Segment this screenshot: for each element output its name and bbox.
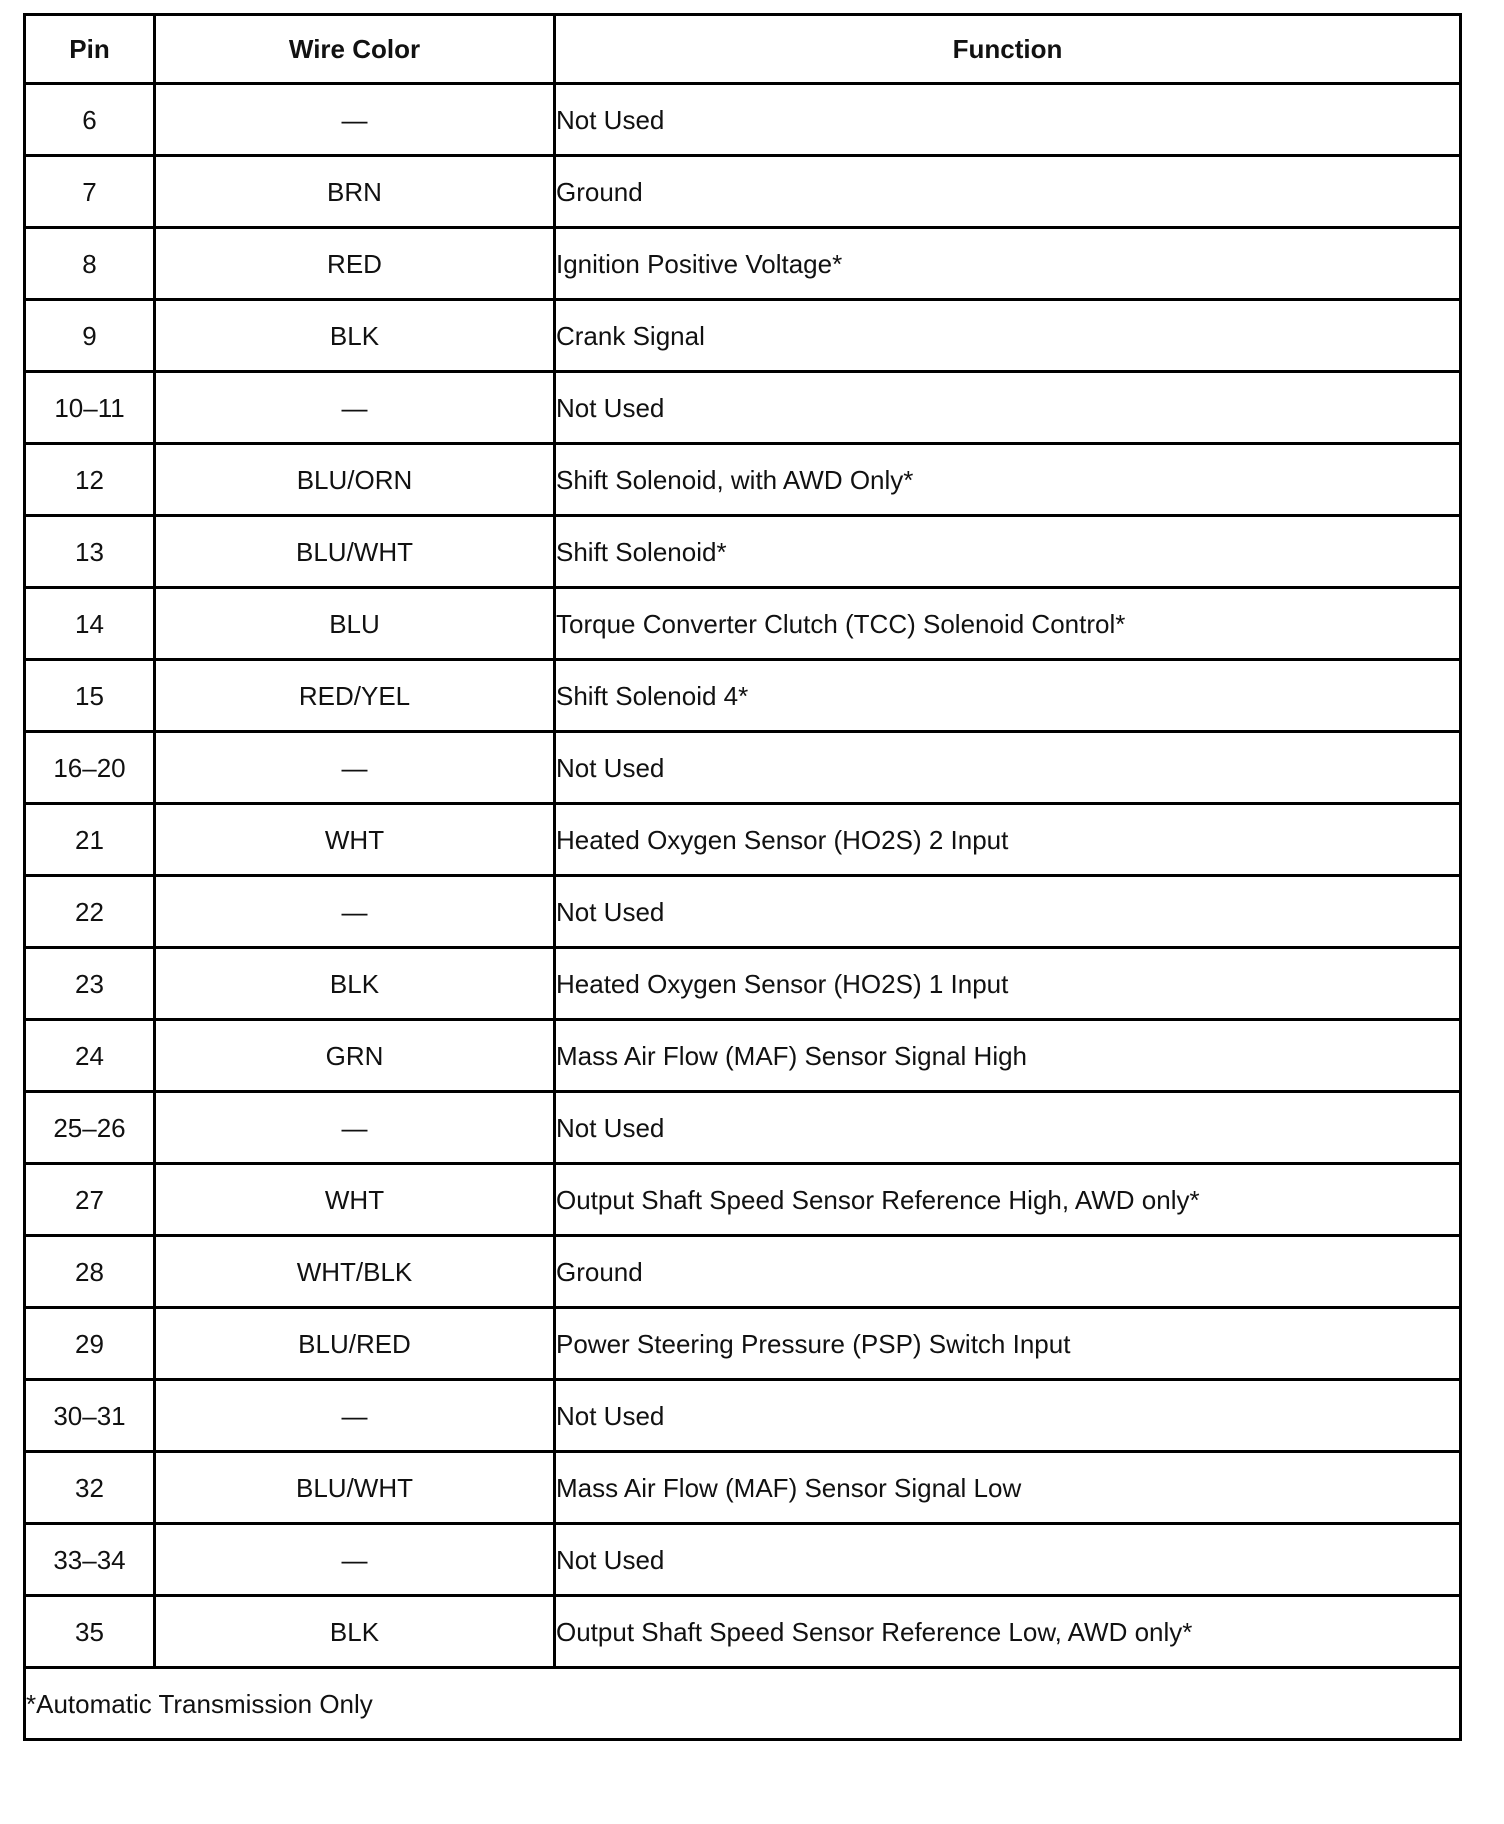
table-row: [25, 1236, 1461, 1308]
pin-cell: 10–11: [25, 372, 155, 444]
function-cell: Not Used: [555, 1092, 1461, 1164]
wire-color-cell: —: [155, 1092, 555, 1164]
wire-color-cell: BLU/WHT: [155, 1452, 555, 1524]
function-cell: Output Shaft Speed Sensor Reference High, AWD only*: [555, 1164, 1461, 1236]
pin-cell: 29: [25, 1308, 155, 1380]
pin-cell: 21: [25, 804, 155, 876]
function-cell: Not Used: [555, 1380, 1461, 1452]
wire-color-cell: —: [155, 1380, 555, 1452]
table-row: [25, 1020, 1461, 1092]
table-row: [25, 372, 1461, 444]
wire-color-cell: WHT: [155, 1164, 555, 1236]
wire-color-cell: WHT: [155, 804, 555, 876]
wire-color-cell: —: [155, 84, 555, 156]
function-cell: Heated Oxygen Sensor (HO2S) 1 Input: [555, 948, 1461, 1020]
header-wire-color: Wire Color: [155, 15, 555, 84]
function-cell: Not Used: [555, 1524, 1461, 1596]
table-row: [25, 588, 1461, 660]
table-row: [25, 84, 1461, 156]
pin-cell: 22: [25, 876, 155, 948]
pin-cell: 8: [25, 228, 155, 300]
pin-cell: 16–20: [25, 732, 155, 804]
pin-cell: 24: [25, 1020, 155, 1092]
table-row: [25, 1524, 1461, 1596]
function-cell: Not Used: [555, 732, 1461, 804]
function-cell: Mass Air Flow (MAF) Sensor Signal High: [555, 1020, 1461, 1092]
function-cell: Ground: [555, 156, 1461, 228]
function-cell: Not Used: [555, 84, 1461, 156]
wire-color-cell: BLU/RED: [155, 1308, 555, 1380]
pin-cell: 33–34: [25, 1524, 155, 1596]
function-cell: Shift Solenoid*: [555, 516, 1461, 588]
table-row: [25, 1164, 1461, 1236]
wire-color-cell: WHT/BLK: [155, 1236, 555, 1308]
function-cell: Not Used: [555, 372, 1461, 444]
header-pin: Pin: [25, 15, 155, 84]
pin-cell: 35: [25, 1596, 155, 1668]
table-row: [25, 732, 1461, 804]
function-cell: Ground: [555, 1236, 1461, 1308]
function-cell: Shift Solenoid 4*: [555, 660, 1461, 732]
function-cell: Ignition Positive Voltage*: [555, 228, 1461, 300]
wire-color-cell: BLK: [155, 1596, 555, 1668]
pin-cell: 25–26: [25, 1092, 155, 1164]
wire-color-cell: BLU: [155, 588, 555, 660]
footnote: *Automatic Transmission Only: [25, 1668, 1461, 1740]
table-row: [25, 1596, 1461, 1668]
header-function: Function: [555, 15, 1461, 84]
table-row: [25, 804, 1461, 876]
footnote-row: [25, 1668, 1461, 1740]
function-cell: Output Shaft Speed Sensor Reference Low, AWD only*: [555, 1596, 1461, 1668]
table-row: [25, 660, 1461, 732]
function-cell: Not Used: [555, 876, 1461, 948]
table-row: [25, 876, 1461, 948]
table-row: [25, 228, 1461, 300]
pin-cell: 12: [25, 444, 155, 516]
wire-color-cell: RED: [155, 228, 555, 300]
wire-color-cell: GRN: [155, 1020, 555, 1092]
table-row: [25, 156, 1461, 228]
wire-color-cell: RED/YEL: [155, 660, 555, 732]
pin-cell: 23: [25, 948, 155, 1020]
table-row: [25, 1092, 1461, 1164]
table-row: [25, 1452, 1461, 1524]
wire-color-cell: —: [155, 732, 555, 804]
wire-color-cell: BRN: [155, 156, 555, 228]
pin-cell: 6: [25, 84, 155, 156]
function-cell: Power Steering Pressure (PSP) Switch Input: [555, 1308, 1461, 1380]
pin-cell: 27: [25, 1164, 155, 1236]
table-row: [25, 516, 1461, 588]
pin-cell: 32: [25, 1452, 155, 1524]
wire-color-cell: —: [155, 372, 555, 444]
pin-cell: 14: [25, 588, 155, 660]
table-row: [25, 1308, 1461, 1380]
wire-color-cell: —: [155, 876, 555, 948]
pin-cell: 13: [25, 516, 155, 588]
table-row: [25, 948, 1461, 1020]
pin-cell: 30–31: [25, 1380, 155, 1452]
table-row: [25, 444, 1461, 516]
header-row: [25, 15, 1461, 84]
wire-color-cell: BLK: [155, 948, 555, 1020]
table-row: [25, 300, 1461, 372]
pinout-table: [23, 13, 1462, 1741]
wire-color-cell: BLU/WHT: [155, 516, 555, 588]
pin-cell: 15: [25, 660, 155, 732]
function-cell: Torque Converter Clutch (TCC) Solenoid Control*: [555, 588, 1461, 660]
function-cell: Crank Signal: [555, 300, 1461, 372]
function-cell: Heated Oxygen Sensor (HO2S) 2 Input: [555, 804, 1461, 876]
wire-color-cell: —: [155, 1524, 555, 1596]
function-cell: Mass Air Flow (MAF) Sensor Signal Low: [555, 1452, 1461, 1524]
pin-cell: 9: [25, 300, 155, 372]
pin-cell: 28: [25, 1236, 155, 1308]
wire-color-cell: BLK: [155, 300, 555, 372]
function-cell: Shift Solenoid, with AWD Only*: [555, 444, 1461, 516]
table-row: [25, 1380, 1461, 1452]
pin-cell: 7: [25, 156, 155, 228]
wire-color-cell: BLU/ORN: [155, 444, 555, 516]
